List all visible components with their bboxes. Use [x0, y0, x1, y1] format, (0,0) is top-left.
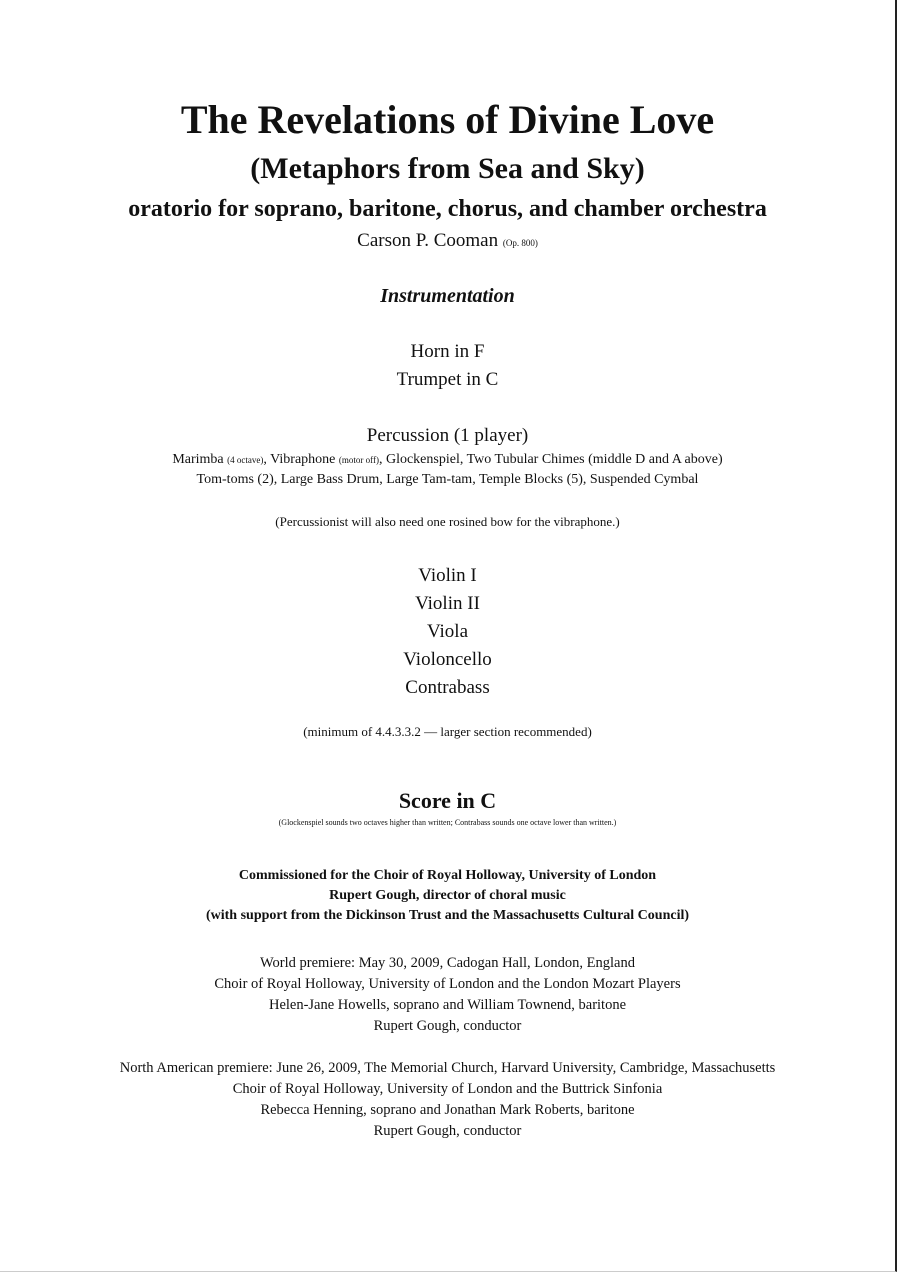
marimba-label: Marimba: [172, 452, 224, 467]
premiere-line: Rupert Gough, conductor: [373, 1018, 522, 1034]
vibraphone-label: , Vibraphone: [263, 452, 336, 467]
instrument-item: Trumpet in C: [396, 369, 499, 390]
commission-line: (with support from the Dickinson Trust and the Massachusetts Cultural Council): [205, 908, 690, 923]
premiere-line: North American premiere: June 26, 2009, The Memorial Church, Harvard University, Cambridge, Massachusetts: [119, 1060, 776, 1076]
strings-note: (minimum of 4.4.3.3.2 — larger section recommended): [303, 724, 592, 739]
strings-list: [0, 562, 895, 702]
premiere-line: Helen-Jane Howells, soprano and William Townend, baritone: [268, 997, 627, 1013]
premiere-line: Rebecca Henning, soprano and Jonathan Mark Roberts, baritone: [260, 1102, 635, 1118]
composer-name: Carson P. Cooman: [357, 230, 499, 251]
marimba-note: (4 octave): [227, 455, 264, 465]
score-heading: Score in C: [398, 788, 497, 813]
commission-line: Rupert Gough, director of choral music: [329, 888, 566, 903]
percussion-line-1-rest: , Glockenspiel, Two Tubular Chimes (middle D and A above): [378, 452, 723, 467]
world-premiere-block: [0, 953, 895, 1037]
instrument-item: Horn in F: [410, 341, 485, 362]
work-subtitle: (Metaphors from Sea and Sky): [250, 152, 645, 185]
brass-list: [0, 338, 895, 394]
vibraphone-note: (motor off): [338, 455, 379, 465]
work-genre: oratorio for soprano, baritone, chorus, and chamber orchestra: [128, 196, 767, 222]
instrument-item: Violin II: [415, 593, 480, 614]
percussion-heading: Percussion (1 player): [366, 425, 529, 446]
commission-block: [0, 866, 895, 926]
instrument-item: Contrabass: [405, 677, 490, 698]
transposition-note: (Glockenspiel sounds two octaves higher than written; Contrabass sounds one octave lower than written.): [278, 818, 617, 827]
percussion-note: (Percussionist will also need one rosined bow for the vibraphone.): [275, 514, 620, 529]
premiere-line: Choir of Royal Holloway, University of London and the London Mozart Players: [214, 976, 681, 992]
north-american-premiere-block: [0, 1058, 895, 1142]
premiere-line: Choir of Royal Holloway, University of London and the Buttrick Sinfonia: [232, 1081, 663, 1097]
composer-line: [0, 228, 895, 256]
instrument-item: Violoncello: [403, 649, 492, 670]
percussion-line-1: [0, 450, 895, 470]
premiere-line: Rupert Gough, conductor: [373, 1123, 522, 1139]
opus-number: (Op. 800): [502, 238, 538, 248]
percussion-line-2: Tom-toms (2), Large Bass Drum, Large Tam-tam, Temple Blocks (5), Suspended Cymbal: [196, 472, 699, 487]
instrument-item: Violin I: [418, 565, 477, 586]
premiere-line: World premiere: May 30, 2009, Cadogan Hall, London, England: [260, 955, 635, 971]
work-title: The Revelations of Divine Love: [180, 97, 715, 142]
instrumentation-heading: Instrumentation: [380, 285, 515, 307]
instrument-item: Viola: [426, 621, 469, 642]
commission-line: Commissioned for the Choir of Royal Holloway, University of London: [238, 868, 657, 883]
